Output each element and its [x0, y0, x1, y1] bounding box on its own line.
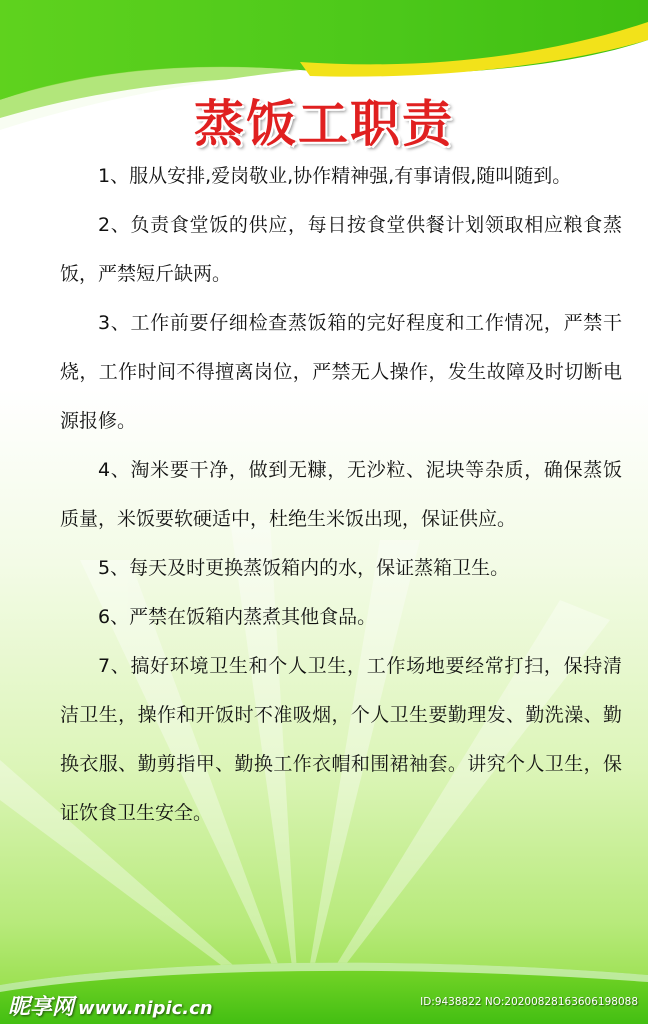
duty-item-7: 7、搞好环境卫生和个人卫生，工作场地要经常打扫，保持清洁卫生，操作和开饭时不准吸烟，个人卫生要勤理发、勤洗澡、勤换衣服、勤剪指甲、勤换工作衣帽和围裙袖套。讲究个人卫生，保证饮食卫生安全。: [60, 655, 622, 824]
watermark-id: ID:9438822 NO:20200828163606198088: [420, 996, 638, 1008]
duty-item-2: 2、负责食堂饭的供应，每日按食堂供餐计划领取相应粮食蒸饭，严禁短斤缺两。: [60, 214, 622, 285]
duty-item-6: 6、严禁在饭箱内蒸煮其他食品。: [98, 606, 377, 628]
duty-item-4: 4、淘米要干净，做到无糠，无沙粒、泥块等杂质，确保蒸饭质量，米饭要软硬适中，杜绝生米饭出现，保证供应。: [60, 459, 622, 530]
duty-list: [60, 152, 622, 838]
watermark-site: www.nipic.cn: [78, 998, 213, 1019]
duty-item-5: 5、每天及时更换蒸饭箱内的水，保证蒸箱卫生。: [98, 557, 510, 579]
duty-item-1: 1、服从安排,爱岗敬业,协作精神强,有事请假,随叫随到。: [98, 165, 572, 187]
poster-title: 蒸饭工职责: [194, 95, 454, 153]
watermark-logo: [8, 990, 213, 1021]
watermark-logo-text: 昵享网: [8, 995, 75, 1020]
duty-item-3: 3、工作前要仔细检查蒸饭箱的完好程度和工作情况，严禁干烧，工作时间不得擅离岗位，严禁无人操作，发生故障及时切断电源报修。: [60, 312, 622, 432]
